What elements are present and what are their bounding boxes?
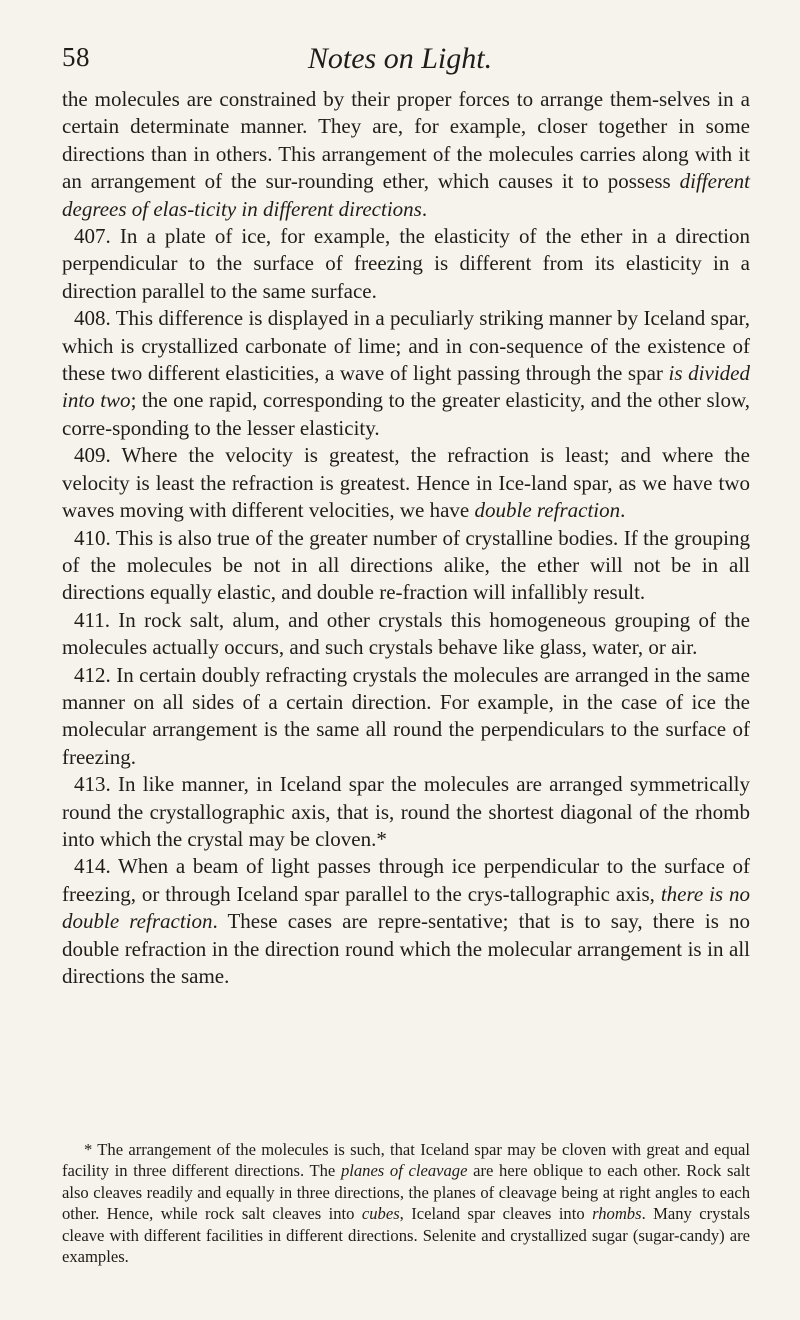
italic-text: cubes [361,1204,400,1224]
italic-text: rhombs [592,1204,642,1224]
text-run: ; the one rapid, corresponding to the greater elasticity, and the other slow, corre-sponding to the lesser elasticity. [62,388,751,440]
paragraph-411: 411. In rock salt, alum, and other crystals this homogeneous grouping of the molecules actually occurs, and such crystals behave like glass, water, or air. [62,607,750,660]
paragraph-continued [62,86,750,223]
italic-text: there is no double refraction [62,881,750,934]
text-run: are here oblique to each other. Rock salt also cleaves readily and equally in three directions, the planes of cleavage being at right angles to each other. Hence, while rock salt cleaves into [62,1161,751,1224]
page-header [62,42,738,82]
text-run: , Iceland spar cleaves into [399,1204,593,1224]
paragraph-407: 407. In a plate of ice, for example, the elasticity of the ether in a direction perpendicular to the surface of freezing is different from its elasticity in a direction parallel to the same surface. [62,224,750,303]
italic-text: double refraction [474,498,621,523]
paragraph-409 [62,442,750,524]
body-text [62,86,750,990]
text-run: 414. When a beam of light passes through ice perpendicular to the surface of freezing, or through Iceland spar parallel to the crys-tallographic axis, [62,854,750,906]
paragraph-412: 412. In certain doubly refracting crystals the molecules are arranged in the same manner on all sides of a certain direction. For example, in the case of ice the molecular arrangement is the same all round the perpendiculars to the surface of freezing. [62,662,750,769]
text-run: . [620,498,626,523]
text-run: 409. Where the velocity is greatest, the refraction is least; and where the velocity is least the refraction is greatest. Hence in Ice-land spar, as we have two waves moving with different velocities, we have [62,443,750,523]
text-run: . [421,196,428,221]
italic-text: planes of cleavage [340,1161,468,1181]
page-number: 58 [62,42,90,72]
paragraph-414 [62,853,750,990]
italic-text: is divided into two [62,361,750,413]
paragraph-413: 413. In like manner, in Iceland spar the molecules are arranged symmetrically round the crystallographic axis, that is, round the shortest diagonal of the rhomb into which the crystal may be cloven.* [62,772,750,851]
paragraph-408 [62,305,750,442]
text-run: . These cases are repre-sentative; that is to say, there is no double refraction in the direction round which the molecular arrangement is in all directions the same. [62,909,750,988]
footnotes [62,1139,750,1267]
text-run: the molecules are constrained by their proper forces to arrange them-selves in a certain determinate manner. They are, for example, closer together in some directions than in others. This arrangement of the molecules carries along with it an arrangement of the sur-rounding ether, which causes it to possess [62,87,750,194]
text-run: . Many crystals cleave with different facilities in different directions. Selenite and crystallized sugar (sugar-candy) are examples. [62,1204,750,1267]
paragraph-410: 410. This is also true of the greater number of crystalline bodies. If the grouping of the molecules be not in all directions alike, the ether will not be in all directions equally elastic, and double re-fraction will infallibly result. [62,525,750,605]
text-run: * The arrangement of the molecules is such, that Iceland spar may be cloven with great and equal facility in three different directions. The [62,1140,750,1181]
running-title: Notes on Light. [307,42,493,75]
footnote [62,1139,750,1267]
italic-text: different degrees of elas-ticity in different directions [62,169,750,221]
text-run: 408. This difference is displayed in a peculiarly striking manner by Iceland spar, which is crystallized carbonate of lime; and in con-sequence of the existence of these two different elasticities, a wave of light passing through the spar [62,306,750,386]
